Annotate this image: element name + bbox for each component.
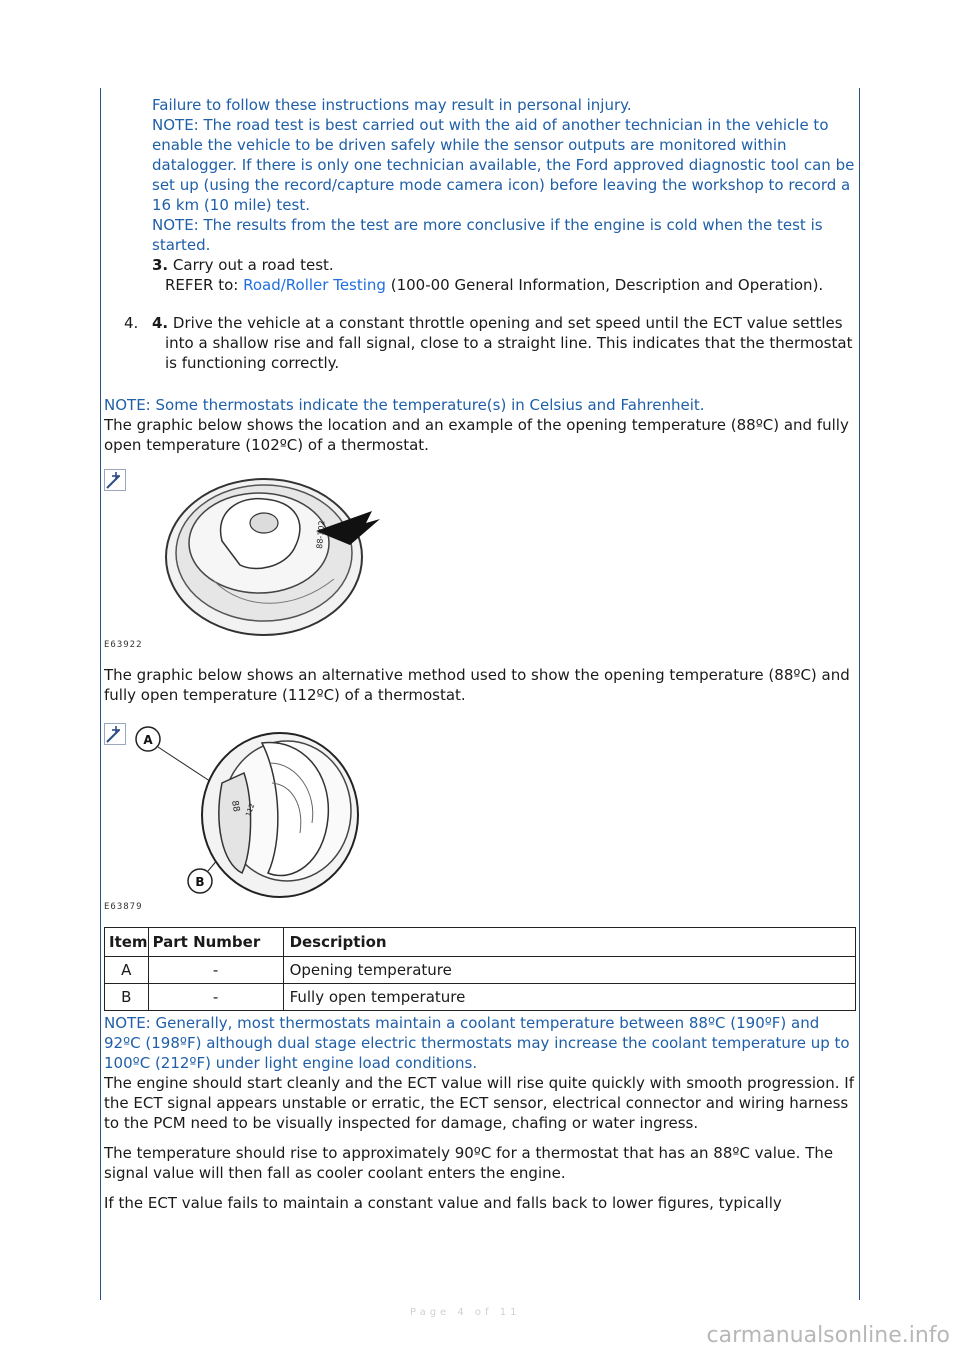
thermostat-drawing-1 (144, 471, 384, 641)
row-b-description: Fully open temperature (283, 984, 855, 1011)
refer-line (104, 275, 856, 295)
row-b-item: B (105, 984, 149, 1011)
step-3-text: Carry out a road test. (172, 256, 334, 274)
step-3 (152, 255, 856, 275)
road-roller-testing-link[interactable]: Road/Roller Testing (243, 276, 386, 294)
figure-1-code: E63922 (104, 640, 143, 650)
note-celsius: NOTE: Some thermostats indicate the temperature(s) in Celsius and Fahrenheit. (104, 396, 705, 414)
table-row (105, 957, 856, 984)
footer-watermark-text: carmanualsonline.info (706, 1323, 950, 1348)
header-item: Item (105, 928, 149, 957)
stamp-88-102: 88-102 (315, 520, 327, 550)
warning-text: Failure to follow these instructions may result in personal injury. (152, 96, 632, 114)
header-description: Description (283, 928, 855, 957)
thermostat-drawing-2 (132, 723, 372, 901)
thermostat-figure-2 (104, 723, 856, 913)
header-part-number: Part Number (148, 928, 283, 957)
row-a-description: Opening temperature (283, 957, 855, 984)
engine-paragraph: The engine should start cleanly and the ECT value will rise quite quickly with smooth progression. If the ECT signal appears unstable or erratic, the ECT sensor, electrical connector and wiring harness to the PCM need to be visually inspected for damage, chafing or water ingress. (104, 1074, 854, 1132)
row-a-item: A (105, 957, 149, 984)
parts-table (104, 927, 856, 1011)
right-frame-line (859, 88, 860, 1300)
manual-content (104, 95, 856, 1213)
graphic-1-description: The graphic below shows the location and an example of the opening temperature (88ºC) and fully open temperature (102ºC) of a thermostat. (104, 416, 849, 454)
celsius-section (104, 395, 856, 455)
row-b-part-number: - (148, 984, 283, 1011)
zoom-icon[interactable] (104, 469, 126, 491)
figure-2-code: E63879 (104, 902, 143, 912)
step-4-text: Drive the vehicle at a constant throttle opening and set speed until the ECT value settles into a shallow rise and fall signal, close to a straight line. This indicates that the thermostat is functioning correctly. (165, 314, 853, 372)
left-frame-line (100, 88, 101, 1300)
refer-suffix: (100-00 General Information, Description and Operation). (390, 276, 824, 294)
step-4-number: 4. (152, 314, 169, 332)
step-3-number: 3. (152, 256, 169, 274)
zoom-icon[interactable] (104, 723, 126, 745)
note-cold-engine: NOTE: The results from the test are more conclusive if the engine is cold when the test is started. (152, 216, 823, 254)
refer-prefix: REFER to: (165, 276, 239, 294)
step-4 (104, 313, 856, 373)
table-header-row (105, 928, 856, 957)
row-a-part-number: - (148, 957, 283, 984)
table-row (105, 984, 856, 1011)
stamp-112: 112 (244, 802, 257, 818)
graphic-2-description: The graphic below shows an alternative method used to show the opening temperature (88ºC) and fully open temperature (112ºC) of a thermostat. (104, 666, 850, 704)
stamp-88: 88 (229, 799, 241, 813)
label-a: A (143, 733, 153, 747)
note-road-test: NOTE: The road test is best carried out with the aid of another technician in the vehicle to enable the vehicle to be driven safely while the sensor outputs are monitored within datalogger. If there is only one technician available, the Ford approved diagnostic tool can be set up (using the record/capture mode camera icon) before leaving the workshop to record a 16 km (10 mile) test. (152, 116, 855, 214)
note-general: NOTE: Generally, most thermostats maintain a coolant temperature between 88ºC (190ºF) and 92ºC (198ºF) although dual stage electric thermostats may increase the coolant temperature up to 100ºC (212ºF) under light engine load conditions. (104, 1014, 850, 1072)
step-4-body (152, 313, 856, 373)
temperature-paragraph: The temperature should rise to approximately 90ºC for a thermostat that has an 88ºC value. The signal value will then fall as cooler coolant enters the engine. (104, 1144, 834, 1182)
thermostat-figure-1 (104, 469, 856, 651)
footer-watermark (0, 1318, 960, 1358)
page-number: Page 4 of 11 (410, 1307, 521, 1318)
label-b: B (195, 875, 205, 889)
warning-block (104, 95, 856, 275)
ect-fail-paragraph: If the ECT value fails to maintain a constant value and falls back to lower figures, typically (104, 1194, 782, 1212)
step-4-list-number: 4. (124, 314, 139, 332)
